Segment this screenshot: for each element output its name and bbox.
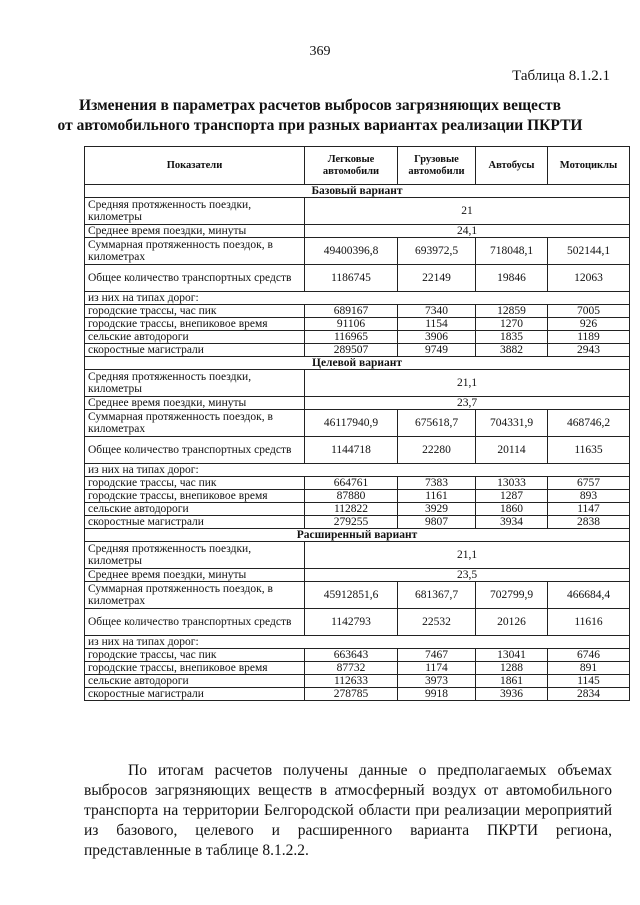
column-header: Грузовые автомобили bbox=[398, 147, 476, 185]
row-label: городские трассы, час пик bbox=[85, 649, 305, 662]
table-row bbox=[85, 305, 630, 318]
value-cell: 2838 bbox=[548, 516, 630, 529]
table-row bbox=[85, 265, 630, 292]
row-label: из них на типах дорог: bbox=[85, 636, 630, 649]
merged-value-cell: 21,1 bbox=[305, 542, 630, 569]
value-cell: 20126 bbox=[476, 609, 548, 636]
row-label: скоростные магистрали bbox=[85, 516, 305, 529]
table-row bbox=[85, 238, 630, 265]
value-cell: 278785 bbox=[305, 688, 398, 701]
table-row bbox=[85, 292, 630, 305]
value-cell: 3936 bbox=[476, 688, 548, 701]
table-row bbox=[85, 318, 630, 331]
column-header: Автобусы bbox=[476, 147, 548, 185]
value-cell: 893 bbox=[548, 490, 630, 503]
merged-value-cell: 23,5 bbox=[305, 569, 630, 582]
value-cell: 704331,9 bbox=[476, 410, 548, 437]
merged-value-cell: 23,7 bbox=[305, 397, 630, 410]
value-cell: 46117940,9 bbox=[305, 410, 398, 437]
value-cell: 1147 bbox=[548, 503, 630, 516]
row-label: из них на типах дорог: bbox=[85, 292, 630, 305]
row-label: Общее количество транспортных средств bbox=[85, 265, 305, 292]
value-cell: 663643 bbox=[305, 649, 398, 662]
value-cell: 9807 bbox=[398, 516, 476, 529]
page-number: 369 bbox=[309, 44, 331, 59]
value-cell: 12859 bbox=[476, 305, 548, 318]
row-label: сельские автодороги bbox=[85, 503, 305, 516]
table-row bbox=[85, 198, 630, 225]
section-title: Целевой вариант bbox=[85, 357, 630, 370]
table-row bbox=[85, 477, 630, 490]
value-cell: 1270 bbox=[476, 318, 548, 331]
table-row bbox=[85, 649, 630, 662]
table-row bbox=[85, 688, 630, 701]
value-cell: 87880 bbox=[305, 490, 398, 503]
table-header-row bbox=[85, 147, 630, 185]
value-cell: 2834 bbox=[548, 688, 630, 701]
value-cell: 3882 bbox=[476, 344, 548, 357]
value-cell: 22149 bbox=[398, 265, 476, 292]
value-cell: 718048,1 bbox=[476, 238, 548, 265]
value-cell: 11635 bbox=[548, 437, 630, 464]
value-cell: 7340 bbox=[398, 305, 476, 318]
value-cell: 1145 bbox=[548, 675, 630, 688]
section-header-row bbox=[85, 529, 630, 542]
section-header-row bbox=[85, 357, 630, 370]
value-cell: 9749 bbox=[398, 344, 476, 357]
value-cell: 1861 bbox=[476, 675, 548, 688]
row-label: Средняя протяженность поездки, километры bbox=[85, 198, 305, 225]
value-cell: 693972,5 bbox=[398, 238, 476, 265]
value-cell: 466684,4 bbox=[548, 582, 630, 609]
value-cell: 45912851,6 bbox=[305, 582, 398, 609]
value-cell: 1174 bbox=[398, 662, 476, 675]
value-cell: 1860 bbox=[476, 503, 548, 516]
table-row bbox=[85, 464, 630, 477]
table-row bbox=[85, 331, 630, 344]
row-label: Суммарная протяженность поездок, в километрах bbox=[85, 582, 305, 609]
merged-value-cell: 21 bbox=[305, 198, 630, 225]
value-cell: 1288 bbox=[476, 662, 548, 675]
value-cell: 112633 bbox=[305, 675, 398, 688]
row-label: Суммарная протяженность поездок, в километрах bbox=[85, 238, 305, 265]
value-cell: 11616 bbox=[548, 609, 630, 636]
row-label: Среднее время поездки, минуты bbox=[85, 225, 305, 238]
row-label: городские трассы, внепиковое время bbox=[85, 318, 305, 331]
value-cell: 9918 bbox=[398, 688, 476, 701]
table-title bbox=[0, 96, 640, 136]
value-cell: 675618,7 bbox=[398, 410, 476, 437]
value-cell: 13041 bbox=[476, 649, 548, 662]
table-row bbox=[85, 675, 630, 688]
table-row bbox=[85, 662, 630, 675]
value-cell: 279255 bbox=[305, 516, 398, 529]
merged-value-cell: 24,1 bbox=[305, 225, 630, 238]
value-cell: 13033 bbox=[476, 477, 548, 490]
table-row bbox=[85, 582, 630, 609]
row-label: городские трассы, внепиковое время bbox=[85, 662, 305, 675]
value-cell: 3973 bbox=[398, 675, 476, 688]
table-row bbox=[85, 397, 630, 410]
value-cell: 7005 bbox=[548, 305, 630, 318]
value-cell: 12063 bbox=[548, 265, 630, 292]
value-cell: 7383 bbox=[398, 477, 476, 490]
row-label: Среднее время поездки, минуты bbox=[85, 569, 305, 582]
table-row bbox=[85, 636, 630, 649]
value-cell: 926 bbox=[548, 318, 630, 331]
table-row bbox=[85, 490, 630, 503]
table-row bbox=[85, 609, 630, 636]
value-cell: 1189 bbox=[548, 331, 630, 344]
table-row bbox=[85, 542, 630, 569]
value-cell: 3929 bbox=[398, 503, 476, 516]
column-header: Мотоциклы bbox=[548, 147, 630, 185]
table-row bbox=[85, 370, 630, 397]
table-title-line-1: Изменения в параметрах расчетов выбросов загрязняющих веществ bbox=[79, 97, 561, 114]
value-cell: 1142793 bbox=[305, 609, 398, 636]
value-cell: 689167 bbox=[305, 305, 398, 318]
row-label: из них на типах дорог: bbox=[85, 464, 630, 477]
conclusion-paragraph: По итогам расчетов получены данные о предполагаемых объемах выбросов загрязняющих веществ в атмосферный воздух от автомобильного транспорта на территории Белгородской области при реализации мероприятий из базового, целевого и расширенного варианта ПКРТИ региона, представленные в таблице 8.1.2.2. bbox=[84, 762, 612, 859]
emissions-parameters-table bbox=[84, 146, 630, 701]
section-title: Базовый вариант bbox=[85, 185, 630, 198]
value-cell: 3906 bbox=[398, 331, 476, 344]
value-cell: 891 bbox=[548, 662, 630, 675]
row-label: Среднее время поездки, минуты bbox=[85, 397, 305, 410]
value-cell: 49400396,8 bbox=[305, 238, 398, 265]
table-body bbox=[85, 185, 630, 701]
row-label: скоростные магистрали bbox=[85, 688, 305, 701]
value-cell: 468746,2 bbox=[548, 410, 630, 437]
column-header: Легковые автомобили bbox=[305, 147, 398, 185]
value-cell: 1154 bbox=[398, 318, 476, 331]
value-cell: 6757 bbox=[548, 477, 630, 490]
value-cell: 112822 bbox=[305, 503, 398, 516]
value-cell: 702799,9 bbox=[476, 582, 548, 609]
row-label: Общее количество транспортных средств bbox=[85, 609, 305, 636]
table-row bbox=[85, 516, 630, 529]
row-label: скоростные магистрали bbox=[85, 344, 305, 357]
table-row bbox=[85, 344, 630, 357]
table-row bbox=[85, 225, 630, 238]
row-label: сельские автодороги bbox=[85, 331, 305, 344]
table-reference: Таблица 8.1.2.1 bbox=[512, 68, 610, 84]
row-label: городские трассы, внепиковое время bbox=[85, 490, 305, 503]
section-title: Расширенный вариант bbox=[85, 529, 630, 542]
value-cell: 289507 bbox=[305, 344, 398, 357]
column-header: Показатели bbox=[85, 147, 305, 185]
value-cell: 87732 bbox=[305, 662, 398, 675]
row-label: городские трассы, час пик bbox=[85, 305, 305, 318]
value-cell: 3934 bbox=[476, 516, 548, 529]
row-label: Средняя протяженность поездки, километры bbox=[85, 542, 305, 569]
value-cell: 502144,1 bbox=[548, 238, 630, 265]
value-cell: 22280 bbox=[398, 437, 476, 464]
value-cell: 19846 bbox=[476, 265, 548, 292]
value-cell: 6746 bbox=[548, 649, 630, 662]
table-row bbox=[85, 503, 630, 516]
table-row bbox=[85, 437, 630, 464]
table-row bbox=[85, 569, 630, 582]
value-cell: 22532 bbox=[398, 609, 476, 636]
row-label: Суммарная протяженность поездок, в километрах bbox=[85, 410, 305, 437]
value-cell: 2943 bbox=[548, 344, 630, 357]
value-cell: 1161 bbox=[398, 490, 476, 503]
value-cell: 91106 bbox=[305, 318, 398, 331]
row-label: сельские автодороги bbox=[85, 675, 305, 688]
table-title-line-2: от автомобильного транспорта при разных вариантах реализации ПКРТИ bbox=[57, 117, 583, 134]
value-cell: 1186745 bbox=[305, 265, 398, 292]
value-cell: 1835 bbox=[476, 331, 548, 344]
value-cell: 7467 bbox=[398, 649, 476, 662]
value-cell: 681367,7 bbox=[398, 582, 476, 609]
value-cell: 664761 bbox=[305, 477, 398, 490]
value-cell: 1144718 bbox=[305, 437, 398, 464]
table-row bbox=[85, 410, 630, 437]
row-label: Средняя протяженность поездки, километры bbox=[85, 370, 305, 397]
row-label: городские трассы, час пик bbox=[85, 477, 305, 490]
merged-value-cell: 21,1 bbox=[305, 370, 630, 397]
value-cell: 116965 bbox=[305, 331, 398, 344]
section-header-row bbox=[85, 185, 630, 198]
value-cell: 1287 bbox=[476, 490, 548, 503]
value-cell: 20114 bbox=[476, 437, 548, 464]
row-label: Общее количество транспортных средств bbox=[85, 437, 305, 464]
